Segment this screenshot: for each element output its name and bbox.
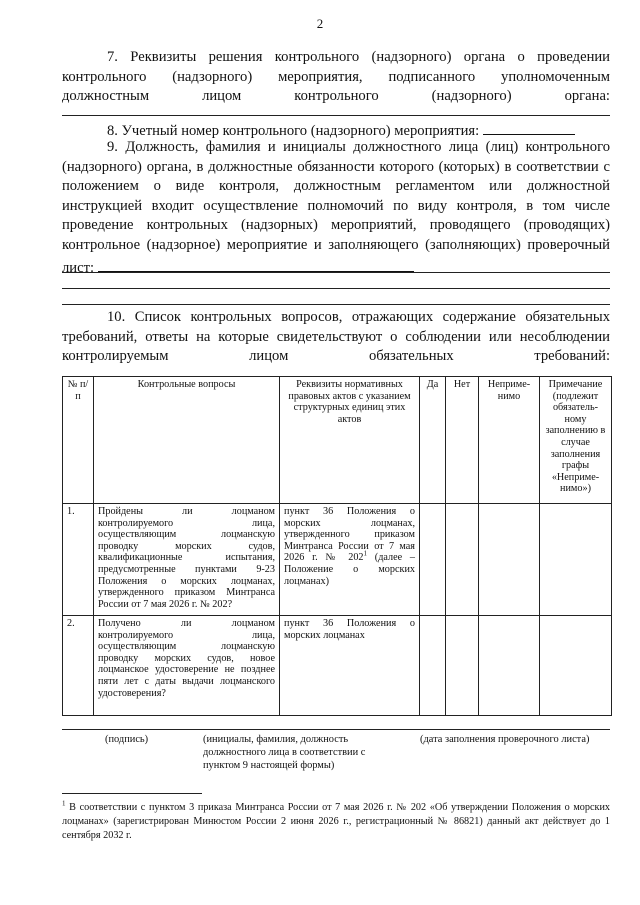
item-9-text: 9. Должность, фамилия и инициалы должностного лица (лиц) контрольного (надзорного) органа, в должностные обязанности которого (которых) в соответствии с положением о виде контроля, должностным регламентом или должностной инструкцией входит осуществление полномочий по виду контроля, в том числе проведение контрольных (надзорных) мероприятий, проводящего (проводящих) контрольное (надзорное) мероприятие и заполняющего (заполняющих) проверочный лист: xyxy=(62,139,610,276)
note-cell[interactable] xyxy=(540,616,612,716)
row-question: Получено ли лоцманом контролируемого лица, осуществляющим лоцманскую проводку морских судов, новое лоцманское удостоверение не позднее пяти лет с даты выдачи лоцманского удостоверения? xyxy=(94,616,280,716)
row-requisites xyxy=(280,504,420,616)
checklist-table xyxy=(62,376,612,716)
row-requisites xyxy=(280,616,420,716)
footnote-mark: 1 xyxy=(62,799,66,808)
col-header-yes: Да xyxy=(420,377,446,504)
row-num: 1. xyxy=(63,504,94,616)
row-requisites-text: пункт 36 Положения о морских лоцманах xyxy=(284,618,415,641)
table-row xyxy=(63,616,612,716)
footnote-text: В соответствии с пунктом 3 приказа Минтранса России от 7 мая 2026 г. № 202 «Об утверждении Положения о морских лоцманах» (зарегистрирован Минюстом России 2 июня 2026 г., регистрационный № 86821) данный акт действует до 1 сентября 2032 г. xyxy=(62,802,610,841)
row-requisites-text: пункт 36 Положения о морских лоцманах, утвержденного приказом Минтранса России от 7 мая 2026 г. № 202 xyxy=(284,506,415,564)
col-header-no: Нет xyxy=(446,377,479,504)
answer-no-cell[interactable] xyxy=(446,616,479,716)
footnote-ref: 1 xyxy=(363,549,368,558)
col-header-num: № п/п xyxy=(63,377,94,504)
note-cell[interactable] xyxy=(540,504,612,616)
col-header-questions: Контрольные вопросы xyxy=(94,377,280,504)
answer-yes-cell[interactable] xyxy=(420,504,446,616)
col-header-note: Примечание (подлежит обязатель-ному заполнению в случае заполнения графы «Неприме-нимо») xyxy=(540,377,612,504)
item-7-text: 7. Реквизиты решения контрольного (надзорного) органа о проведении контрольного (надзорного) мероприятия, подписанного уполномоченным должностным лицом контрольного (надзорного) органа: xyxy=(62,49,610,105)
col-header-not-applicable: Неприме-нимо xyxy=(479,377,540,504)
answer-yes-cell[interactable] xyxy=(420,616,446,716)
row-num: 2. xyxy=(63,616,94,716)
initials-caption: (инициалы, фамилия, должность должностного лица в соответствии с пунктом 9 настоящей формы) xyxy=(203,734,366,771)
item-9-blank[interactable] xyxy=(98,256,414,272)
signature-line[interactable] xyxy=(62,729,610,730)
item-10-text: 10. Список контрольных вопросов, отражающих содержание обязательных требований, ответы на которые свидетельствуют о соблюдении или несоблюдении контролируемым лицом обязательных требований: xyxy=(62,309,610,365)
item-9-blank-line-1[interactable] xyxy=(62,272,610,273)
item-9-blank-line-3[interactable] xyxy=(62,304,610,305)
answer-na-cell[interactable] xyxy=(479,616,540,716)
table-header-row xyxy=(63,377,612,504)
item-8-text: 8. Учетный номер контрольного (надзорного) мероприятия: xyxy=(107,123,480,139)
col-header-requisites: Реквизиты нормативных правовых актов с указанием структурных единиц этих актов xyxy=(280,377,420,504)
item-9 xyxy=(62,138,610,278)
answer-na-cell[interactable] xyxy=(479,504,540,616)
footnote xyxy=(62,801,610,842)
item-7-blank-line[interactable] xyxy=(62,115,610,116)
table-row xyxy=(63,504,612,616)
item-8-blank[interactable] xyxy=(483,119,575,135)
signature-caption: (подпись) xyxy=(105,734,149,745)
date-caption: (дата заполнения проверочного листа) xyxy=(420,734,590,745)
answer-no-cell[interactable] xyxy=(446,504,479,616)
row-question: Пройдены ли лоцманом контролируемого лица, осуществляющим лоцманскую проводку морских судов, квалификационные испытания, предусмотренные пунктами 9-23 Положения о морских лоцманах, утвержденного приказом Минтранса России от 7 мая 2026 г. № 202? xyxy=(94,504,280,616)
footnote-separator xyxy=(62,793,202,794)
page-number: 2 xyxy=(316,16,324,31)
item-9-blank-line-2[interactable] xyxy=(62,288,610,289)
row-requisites-tail: (далее – Положение о морских лоцманах) xyxy=(284,552,415,587)
